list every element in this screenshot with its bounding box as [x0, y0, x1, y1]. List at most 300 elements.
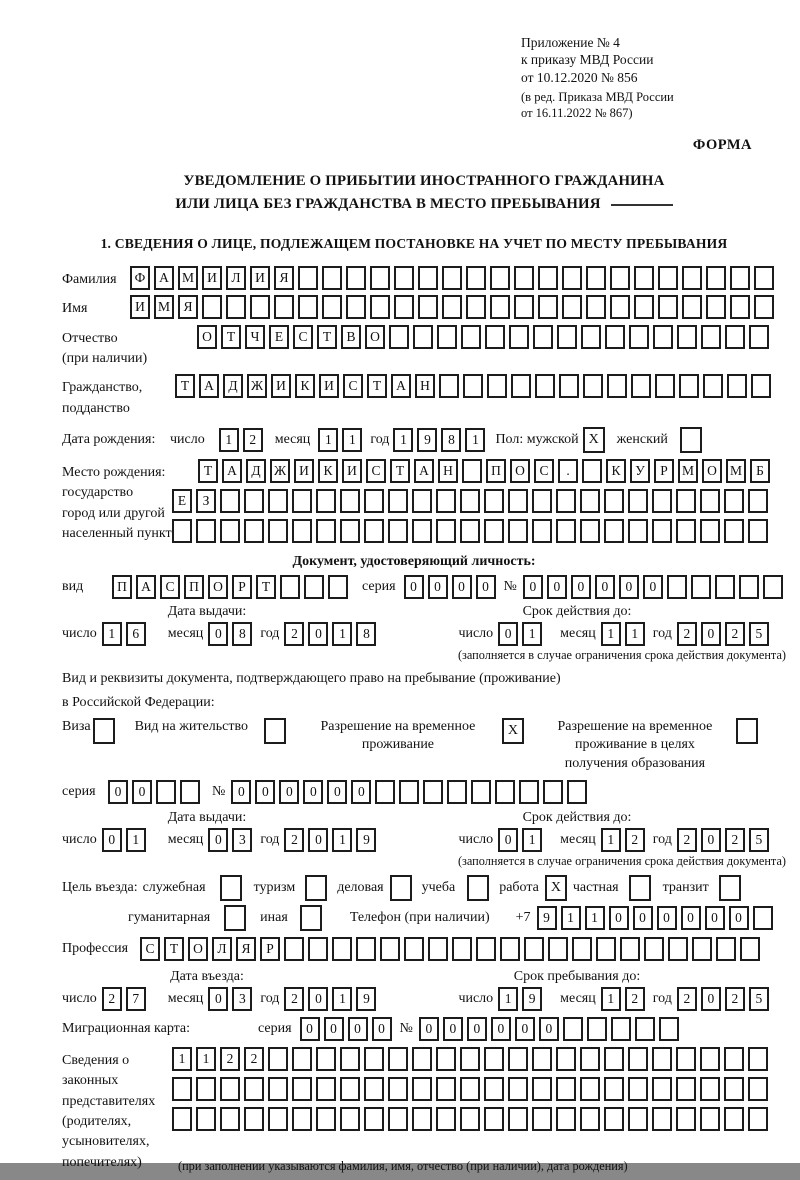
char-cell[interactable]: Л: [226, 266, 246, 290]
char-cell[interactable]: 0: [452, 575, 472, 599]
char-cell[interactable]: [532, 519, 552, 543]
char-cell[interactable]: [751, 374, 771, 398]
char-cell[interactable]: [412, 1107, 432, 1131]
char-cell[interactable]: 9: [522, 987, 542, 1011]
char-cell[interactable]: И: [342, 459, 362, 483]
char-cell[interactable]: [328, 575, 348, 599]
char-cell[interactable]: Т: [164, 937, 184, 961]
char-cell[interactable]: [586, 295, 606, 319]
char-cell[interactable]: [316, 519, 336, 543]
char-cell[interactable]: О: [365, 325, 385, 349]
char-cell[interactable]: 1: [625, 622, 645, 646]
char-cell[interactable]: Я: [236, 937, 256, 961]
char-cell[interactable]: [298, 266, 318, 290]
char-cell[interactable]: [532, 1107, 552, 1131]
char-cell[interactable]: С: [140, 937, 160, 961]
char-cell[interactable]: [460, 1107, 480, 1131]
char-cell[interactable]: 3: [232, 987, 252, 1011]
char-cell[interactable]: Р: [232, 575, 252, 599]
char-cell[interactable]: [471, 780, 491, 804]
char-cell[interactable]: [485, 325, 505, 349]
char-cell[interactable]: [495, 780, 515, 804]
char-cell[interactable]: [611, 1017, 631, 1041]
char-cell[interactable]: [635, 1017, 655, 1041]
char-cell[interactable]: [604, 1107, 624, 1131]
char-cell[interactable]: [436, 519, 456, 543]
char-cell[interactable]: 0: [208, 828, 228, 852]
purpose-study-checkbox[interactable]: [467, 875, 489, 901]
char-cell[interactable]: [452, 937, 472, 961]
char-cell[interactable]: К: [295, 374, 315, 398]
char-cell[interactable]: Ф: [130, 266, 150, 290]
char-cell[interactable]: [220, 1107, 240, 1131]
char-cell[interactable]: 1: [601, 622, 621, 646]
char-cell[interactable]: 0: [102, 828, 122, 852]
char-cell[interactable]: [538, 295, 558, 319]
char-cell[interactable]: [364, 1047, 384, 1071]
char-cell[interactable]: 2: [725, 622, 745, 646]
char-cell[interactable]: 0: [443, 1017, 463, 1041]
char-cell[interactable]: [322, 266, 342, 290]
char-cell[interactable]: [509, 325, 529, 349]
char-cell[interactable]: [524, 937, 544, 961]
char-cell[interactable]: [202, 295, 222, 319]
char-cell[interactable]: [292, 519, 312, 543]
char-cell[interactable]: [463, 374, 483, 398]
char-cell[interactable]: Т: [198, 459, 218, 483]
char-cell[interactable]: [691, 575, 711, 599]
char-cell[interactable]: [676, 489, 696, 513]
char-cell[interactable]: [700, 519, 720, 543]
char-cell[interactable]: [628, 1047, 648, 1071]
char-cell[interactable]: [508, 1107, 528, 1131]
char-cell[interactable]: Р: [260, 937, 280, 961]
char-cell[interactable]: [580, 1077, 600, 1101]
char-cell[interactable]: 1: [102, 622, 122, 646]
char-cell[interactable]: 8: [232, 622, 252, 646]
char-cell[interactable]: [557, 325, 577, 349]
char-cell[interactable]: 0: [515, 1017, 535, 1041]
char-cell[interactable]: 0: [681, 906, 701, 930]
char-cell[interactable]: [677, 325, 697, 349]
char-cell[interactable]: [586, 266, 606, 290]
char-cell[interactable]: О: [702, 459, 722, 483]
char-cell[interactable]: 1: [601, 987, 621, 1011]
char-cell[interactable]: [556, 1077, 576, 1101]
char-cell[interactable]: 0: [231, 780, 251, 804]
char-cell[interactable]: [652, 489, 672, 513]
char-cell[interactable]: [655, 374, 675, 398]
char-cell[interactable]: 0: [571, 575, 591, 599]
sex-female-checkbox[interactable]: [680, 427, 702, 453]
char-cell[interactable]: [607, 374, 627, 398]
char-cell[interactable]: [180, 780, 200, 804]
char-cell[interactable]: [292, 1077, 312, 1101]
char-cell[interactable]: [508, 489, 528, 513]
char-cell[interactable]: 0: [419, 1017, 439, 1041]
char-cell[interactable]: [748, 1077, 768, 1101]
char-cell[interactable]: [652, 519, 672, 543]
char-cell[interactable]: [508, 1077, 528, 1101]
char-cell[interactable]: 2: [677, 828, 697, 852]
char-cell[interactable]: [418, 266, 438, 290]
char-cell[interactable]: С: [293, 325, 313, 349]
char-cell[interactable]: [538, 266, 558, 290]
char-cell[interactable]: Б: [750, 459, 770, 483]
char-cell[interactable]: [628, 1107, 648, 1131]
purpose-business-checkbox[interactable]: [390, 875, 412, 901]
char-cell[interactable]: М: [678, 459, 698, 483]
char-cell[interactable]: 3: [232, 828, 252, 852]
char-cell[interactable]: О: [510, 459, 530, 483]
char-cell[interactable]: 1: [342, 428, 362, 452]
char-cell[interactable]: О: [188, 937, 208, 961]
char-cell[interactable]: 1: [561, 906, 581, 930]
char-cell[interactable]: [484, 519, 504, 543]
char-cell[interactable]: [484, 1077, 504, 1101]
char-cell[interactable]: А: [414, 459, 434, 483]
char-cell[interactable]: П: [184, 575, 204, 599]
char-cell[interactable]: [388, 489, 408, 513]
char-cell[interactable]: [604, 1047, 624, 1071]
char-cell[interactable]: [653, 325, 673, 349]
char-cell[interactable]: [580, 1047, 600, 1071]
char-cell[interactable]: [620, 937, 640, 961]
char-cell[interactable]: [582, 459, 602, 483]
char-cell[interactable]: [340, 1107, 360, 1131]
char-cell[interactable]: [196, 519, 216, 543]
char-cell[interactable]: [668, 937, 688, 961]
char-cell[interactable]: [156, 780, 176, 804]
char-cell[interactable]: [340, 519, 360, 543]
char-cell[interactable]: [356, 937, 376, 961]
char-cell[interactable]: [706, 266, 726, 290]
char-cell[interactable]: 0: [523, 575, 543, 599]
char-cell[interactable]: [316, 1077, 336, 1101]
char-cell[interactable]: 0: [701, 622, 721, 646]
char-cell[interactable]: Д: [223, 374, 243, 398]
char-cell[interactable]: [652, 1077, 672, 1101]
char-cell[interactable]: 1: [219, 428, 239, 452]
char-cell[interactable]: Т: [256, 575, 276, 599]
char-cell[interactable]: А: [136, 575, 156, 599]
char-cell[interactable]: [532, 1077, 552, 1101]
char-cell[interactable]: 1: [172, 1047, 192, 1071]
char-cell[interactable]: [437, 325, 457, 349]
char-cell[interactable]: [739, 575, 759, 599]
char-cell[interactable]: [581, 325, 601, 349]
char-cell[interactable]: [700, 489, 720, 513]
char-cell[interactable]: [268, 1107, 288, 1131]
char-cell[interactable]: 0: [476, 575, 496, 599]
char-cell[interactable]: 0: [351, 780, 371, 804]
char-cell[interactable]: 0: [348, 1017, 368, 1041]
char-cell[interactable]: [316, 1047, 336, 1071]
char-cell[interactable]: [304, 575, 324, 599]
char-cell[interactable]: Ж: [270, 459, 290, 483]
char-cell[interactable]: 0: [255, 780, 275, 804]
char-cell[interactable]: [700, 1077, 720, 1101]
char-cell[interactable]: [740, 937, 760, 961]
char-cell[interactable]: С: [366, 459, 386, 483]
char-cell[interactable]: 1: [522, 828, 542, 852]
char-cell[interactable]: [436, 1047, 456, 1071]
char-cell[interactable]: [364, 519, 384, 543]
char-cell[interactable]: М: [178, 266, 198, 290]
char-cell[interactable]: [508, 519, 528, 543]
char-cell[interactable]: 0: [539, 1017, 559, 1041]
char-cell[interactable]: 0: [404, 575, 424, 599]
char-cell[interactable]: [628, 519, 648, 543]
char-cell[interactable]: [461, 325, 481, 349]
char-cell[interactable]: И: [250, 266, 270, 290]
char-cell[interactable]: [292, 1107, 312, 1131]
char-cell[interactable]: 2: [725, 828, 745, 852]
visa-checkbox[interactable]: [93, 718, 115, 744]
char-cell[interactable]: 1: [601, 828, 621, 852]
char-cell[interactable]: 0: [609, 906, 629, 930]
char-cell[interactable]: [532, 489, 552, 513]
char-cell[interactable]: И: [130, 295, 150, 319]
char-cell[interactable]: 1: [498, 987, 518, 1011]
purpose-official-checkbox[interactable]: [220, 875, 242, 901]
char-cell[interactable]: 2: [677, 622, 697, 646]
char-cell[interactable]: [604, 489, 624, 513]
char-cell[interactable]: [412, 489, 432, 513]
char-cell[interactable]: [442, 295, 462, 319]
char-cell[interactable]: [332, 937, 352, 961]
purpose-other-checkbox[interactable]: [300, 905, 322, 931]
char-cell[interactable]: [754, 266, 774, 290]
char-cell[interactable]: Н: [415, 374, 435, 398]
char-cell[interactable]: [412, 1077, 432, 1101]
char-cell[interactable]: [346, 295, 366, 319]
char-cell[interactable]: [292, 489, 312, 513]
char-cell[interactable]: [658, 266, 678, 290]
char-cell[interactable]: 0: [619, 575, 639, 599]
char-cell[interactable]: [754, 295, 774, 319]
char-cell[interactable]: 0: [300, 1017, 320, 1041]
char-cell[interactable]: [244, 1107, 264, 1131]
char-cell[interactable]: С: [534, 459, 554, 483]
char-cell[interactable]: [533, 325, 553, 349]
char-cell[interactable]: 8: [441, 428, 461, 452]
char-cell[interactable]: [556, 1047, 576, 1071]
char-cell[interactable]: [535, 374, 555, 398]
char-cell[interactable]: 5: [749, 987, 769, 1011]
char-cell[interactable]: [749, 325, 769, 349]
char-cell[interactable]: [556, 489, 576, 513]
char-cell[interactable]: 1: [465, 428, 485, 452]
char-cell[interactable]: Н: [438, 459, 458, 483]
char-cell[interactable]: М: [726, 459, 746, 483]
char-cell[interactable]: И: [294, 459, 314, 483]
char-cell[interactable]: 0: [701, 987, 721, 1011]
char-cell[interactable]: Т: [390, 459, 410, 483]
char-cell[interactable]: 1: [196, 1047, 216, 1071]
char-cell[interactable]: 1: [585, 906, 605, 930]
char-cell[interactable]: [388, 1047, 408, 1071]
char-cell[interactable]: 0: [467, 1017, 487, 1041]
char-cell[interactable]: [500, 937, 520, 961]
char-cell[interactable]: [244, 489, 264, 513]
char-cell[interactable]: [724, 489, 744, 513]
char-cell[interactable]: Л: [212, 937, 232, 961]
char-cell[interactable]: [580, 519, 600, 543]
char-cell[interactable]: [268, 1047, 288, 1071]
char-cell[interactable]: 2: [102, 987, 122, 1011]
char-cell[interactable]: 9: [537, 906, 557, 930]
char-cell[interactable]: [388, 1107, 408, 1131]
char-cell[interactable]: А: [391, 374, 411, 398]
char-cell[interactable]: [284, 937, 304, 961]
char-cell[interactable]: [412, 519, 432, 543]
char-cell[interactable]: [436, 1107, 456, 1131]
char-cell[interactable]: [610, 295, 630, 319]
char-cell[interactable]: [514, 295, 534, 319]
char-cell[interactable]: О: [208, 575, 228, 599]
char-cell[interactable]: [292, 1047, 312, 1071]
char-cell[interactable]: 1: [332, 828, 352, 852]
char-cell[interactable]: [364, 1107, 384, 1131]
char-cell[interactable]: К: [318, 459, 338, 483]
purpose-humanitarian-checkbox[interactable]: [224, 905, 246, 931]
char-cell[interactable]: [394, 266, 414, 290]
char-cell[interactable]: [196, 1077, 216, 1101]
char-cell[interactable]: [652, 1047, 672, 1071]
char-cell[interactable]: 0: [372, 1017, 392, 1041]
char-cell[interactable]: П: [486, 459, 506, 483]
char-cell[interactable]: [274, 295, 294, 319]
char-cell[interactable]: 0: [308, 987, 328, 1011]
char-cell[interactable]: [676, 519, 696, 543]
char-cell[interactable]: [447, 780, 467, 804]
char-cell[interactable]: 0: [308, 828, 328, 852]
char-cell[interactable]: [508, 1047, 528, 1071]
char-cell[interactable]: А: [154, 266, 174, 290]
char-cell[interactable]: Р: [654, 459, 674, 483]
char-cell[interactable]: У: [630, 459, 650, 483]
char-cell[interactable]: Д: [246, 459, 266, 483]
char-cell[interactable]: [580, 489, 600, 513]
char-cell[interactable]: [604, 519, 624, 543]
char-cell[interactable]: 0: [208, 622, 228, 646]
char-cell[interactable]: [724, 519, 744, 543]
char-cell[interactable]: 1: [126, 828, 146, 852]
char-cell[interactable]: 8: [356, 622, 376, 646]
char-cell[interactable]: Т: [317, 325, 337, 349]
char-cell[interactable]: [753, 906, 773, 930]
char-cell[interactable]: [220, 1077, 240, 1101]
char-cell[interactable]: [484, 1107, 504, 1131]
char-cell[interactable]: [682, 266, 702, 290]
char-cell[interactable]: [667, 575, 687, 599]
char-cell[interactable]: [548, 937, 568, 961]
char-cell[interactable]: 2: [725, 987, 745, 1011]
char-cell[interactable]: [605, 325, 625, 349]
char-cell[interactable]: 0: [491, 1017, 511, 1041]
char-cell[interactable]: [172, 1107, 192, 1131]
char-cell[interactable]: [399, 780, 419, 804]
char-cell[interactable]: [442, 266, 462, 290]
char-cell[interactable]: 1: [332, 622, 352, 646]
char-cell[interactable]: 2: [625, 828, 645, 852]
char-cell[interactable]: А: [199, 374, 219, 398]
char-cell[interactable]: [631, 374, 651, 398]
char-cell[interactable]: Т: [367, 374, 387, 398]
char-cell[interactable]: [268, 519, 288, 543]
char-cell[interactable]: 0: [303, 780, 323, 804]
char-cell[interactable]: [587, 1017, 607, 1041]
char-cell[interactable]: [676, 1077, 696, 1101]
char-cell[interactable]: И: [202, 266, 222, 290]
char-cell[interactable]: [370, 295, 390, 319]
char-cell[interactable]: [748, 1107, 768, 1131]
char-cell[interactable]: [730, 266, 750, 290]
char-cell[interactable]: [340, 489, 360, 513]
char-cell[interactable]: [436, 489, 456, 513]
char-cell[interactable]: [562, 266, 582, 290]
char-cell[interactable]: 2: [677, 987, 697, 1011]
char-cell[interactable]: [250, 295, 270, 319]
char-cell[interactable]: 9: [417, 428, 437, 452]
char-cell[interactable]: 0: [701, 828, 721, 852]
char-cell[interactable]: 1: [393, 428, 413, 452]
char-cell[interactable]: 9: [356, 987, 376, 1011]
char-cell[interactable]: [706, 295, 726, 319]
char-cell[interactable]: [700, 1047, 720, 1071]
char-cell[interactable]: 7: [126, 987, 146, 1011]
char-cell[interactable]: 1: [522, 622, 542, 646]
char-cell[interactable]: [610, 266, 630, 290]
char-cell[interactable]: [404, 937, 424, 961]
char-cell[interactable]: [389, 325, 409, 349]
char-cell[interactable]: [462, 459, 482, 483]
purpose-tourism-checkbox[interactable]: [305, 875, 327, 901]
char-cell[interactable]: [340, 1077, 360, 1101]
char-cell[interactable]: 0: [657, 906, 677, 930]
char-cell[interactable]: [715, 575, 735, 599]
char-cell[interactable]: [428, 937, 448, 961]
char-cell[interactable]: [280, 575, 300, 599]
char-cell[interactable]: [634, 295, 654, 319]
char-cell[interactable]: [567, 780, 587, 804]
char-cell[interactable]: [580, 1107, 600, 1131]
char-cell[interactable]: [556, 519, 576, 543]
char-cell[interactable]: [519, 780, 539, 804]
char-cell[interactable]: [316, 489, 336, 513]
char-cell[interactable]: 0: [208, 987, 228, 1011]
char-cell[interactable]: С: [160, 575, 180, 599]
char-cell[interactable]: [682, 295, 702, 319]
char-cell[interactable]: М: [154, 295, 174, 319]
char-cell[interactable]: 2: [284, 987, 304, 1011]
char-cell[interactable]: [346, 266, 366, 290]
char-cell[interactable]: [644, 937, 664, 961]
char-cell[interactable]: [196, 1107, 216, 1131]
char-cell[interactable]: Е: [172, 489, 192, 513]
char-cell[interactable]: 2: [284, 828, 304, 852]
char-cell[interactable]: [748, 489, 768, 513]
char-cell[interactable]: [322, 295, 342, 319]
purpose-work-checkbox[interactable]: X: [545, 875, 567, 901]
char-cell[interactable]: [724, 1047, 744, 1071]
char-cell[interactable]: 0: [428, 575, 448, 599]
char-cell[interactable]: [172, 1077, 192, 1101]
char-cell[interactable]: 0: [643, 575, 663, 599]
char-cell[interactable]: 0: [327, 780, 347, 804]
char-cell[interactable]: З: [196, 489, 216, 513]
